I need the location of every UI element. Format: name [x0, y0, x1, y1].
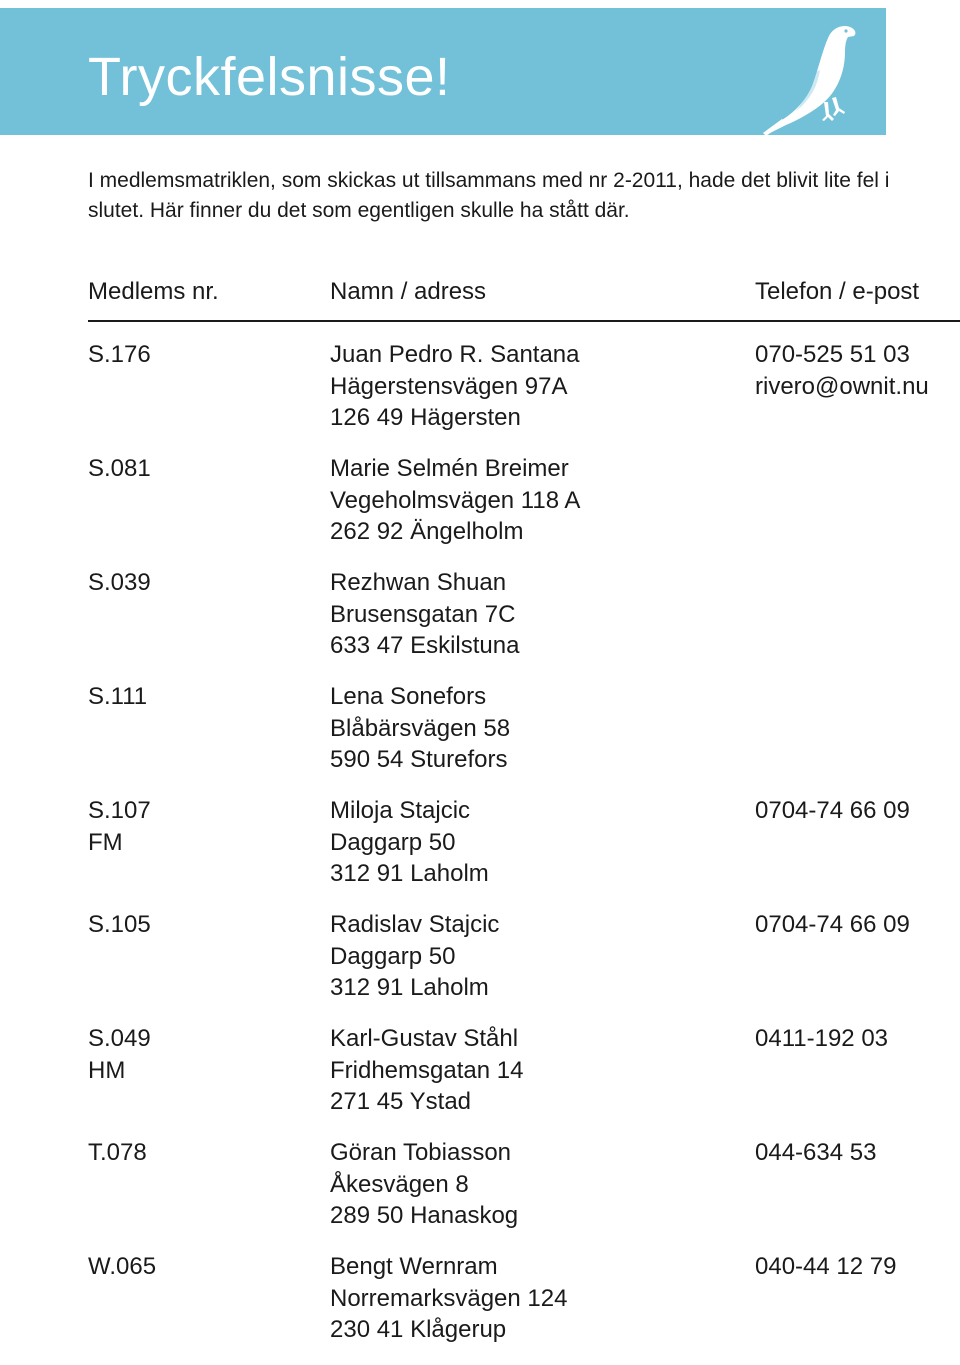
page-title: Tryckfelsnisse!: [88, 47, 451, 107]
member-number: [88, 795, 151, 858]
member-address-line: 633 47 Eskilstuna: [330, 632, 520, 660]
member-contact: [755, 1137, 876, 1169]
column-header-name-address: Namn / adress: [330, 278, 487, 305]
member-number-line: W.065: [88, 1253, 157, 1280]
member-address: [330, 453, 580, 548]
member-number-line: S.107: [88, 797, 151, 824]
member-address-line: 271 45 Ystad: [330, 1088, 472, 1116]
member-address-line: 262 92 Ängelholm: [330, 518, 524, 546]
member-number-line: FM: [88, 828, 123, 856]
member-contact-line: rivero@ownit.nu: [755, 372, 929, 400]
member-address-line: Norremarksvägen 124: [330, 1284, 568, 1312]
intro-text: I medlemsmatriklen, som skickas ut tillsammans med nr 2-2011, hade det blivit lite fel i slutet. Här finner du det som egentligen skulle ha stått där.: [88, 169, 890, 222]
member-address-line: Hägerstensvägen 97A: [330, 372, 568, 400]
header-divider: [88, 320, 960, 322]
member-row: [0, 1251, 960, 1365]
member-contact-line: 070-525 51 03: [755, 341, 910, 368]
member-row: [0, 795, 960, 909]
member-address-line: Bengt Wernram: [330, 1253, 498, 1280]
member-address-line: Göran Tobiasson: [330, 1139, 512, 1166]
member-row: [0, 909, 960, 1023]
member-row: [0, 681, 960, 795]
member-row: [0, 567, 960, 681]
member-address-line: 312 91 Laholm: [330, 974, 489, 1002]
column-header-member-number: Medlems nr.: [88, 278, 219, 305]
member-contact-line: 040-44 12 79: [755, 1253, 897, 1280]
member-address-line: Daggarp 50: [330, 828, 456, 856]
member-number: [88, 453, 151, 485]
member-address-line: Fridhemsgatan 14: [330, 1056, 524, 1084]
member-address-line: Brusensgatan 7C: [330, 600, 516, 628]
member-contact-line: 0704-74 66 09: [755, 911, 910, 938]
member-number: [88, 909, 151, 941]
member-number: [88, 681, 147, 713]
member-address: [330, 1251, 567, 1346]
member-address: [330, 795, 489, 890]
bird-icon: [756, 12, 868, 136]
member-number: [88, 567, 151, 599]
member-number: [88, 1251, 156, 1283]
member-number: [88, 1137, 147, 1169]
member-address-line: Radislav Stajcic: [330, 911, 500, 938]
member-address-line: Lena Sonefors: [330, 683, 487, 710]
member-contact: [755, 339, 929, 402]
member-contact-line: 044-634 53: [755, 1139, 877, 1166]
member-address: [330, 339, 580, 434]
member-contact: [755, 909, 910, 941]
member-number-line: S.049: [88, 1025, 151, 1052]
member-address: [330, 681, 510, 776]
table-header: [0, 275, 960, 309]
member-row: [0, 1023, 960, 1137]
member-address-line: 590 54 Sturefors: [330, 746, 508, 774]
member-address-line: Vegeholmsvägen 118 A: [330, 486, 581, 514]
member-address: [330, 567, 519, 662]
member-contact: [755, 1023, 888, 1055]
member-number-line: T.078: [88, 1139, 147, 1166]
member-address: [330, 909, 499, 1004]
member-address-line: Miloja Stajcic: [330, 797, 471, 824]
member-number-line: S.081: [88, 455, 151, 482]
member-contact: [755, 795, 910, 827]
members-table: [0, 339, 960, 1365]
member-address-line: Daggarp 50: [330, 942, 456, 970]
member-number-line: S.176: [88, 341, 151, 368]
member-contact-line: 0704-74 66 09: [755, 797, 910, 824]
member-address-line: Juan Pedro R. Santana: [330, 341, 580, 368]
member-address-line: Åkesvägen 8: [330, 1170, 469, 1198]
column-header-phone-email: Telefon / e-post: [755, 278, 920, 305]
member-address: [330, 1137, 518, 1232]
member-address-line: Karl-Gustav Ståhl: [330, 1025, 519, 1052]
member-address-line: 289 50 Hanaskog: [330, 1202, 519, 1230]
member-number-line: HM: [88, 1056, 126, 1084]
member-number-line: S.039: [88, 569, 151, 596]
member-row: [0, 1137, 960, 1251]
member-number-line: S.111: [88, 683, 148, 710]
member-address: [330, 1023, 523, 1118]
member-row: [0, 339, 960, 453]
member-address-line: Blåbärsvägen 58: [330, 714, 511, 742]
member-address-line: Marie Selmén Breimer: [330, 455, 569, 482]
member-address-line: Rezhwan Shuan: [330, 569, 507, 596]
member-number: [88, 339, 151, 371]
member-number-line: S.105: [88, 911, 151, 938]
member-address-line: 230 41 Klågerup: [330, 1316, 507, 1344]
member-number: [88, 1023, 151, 1086]
title-banner: [0, 8, 886, 135]
member-address-line: 126 49 Hägersten: [330, 404, 521, 432]
member-row: [0, 453, 960, 567]
member-contact-line: 0411-192 03: [755, 1025, 889, 1052]
member-contact: [755, 1251, 896, 1283]
member-address-line: 312 91 Laholm: [330, 860, 489, 888]
